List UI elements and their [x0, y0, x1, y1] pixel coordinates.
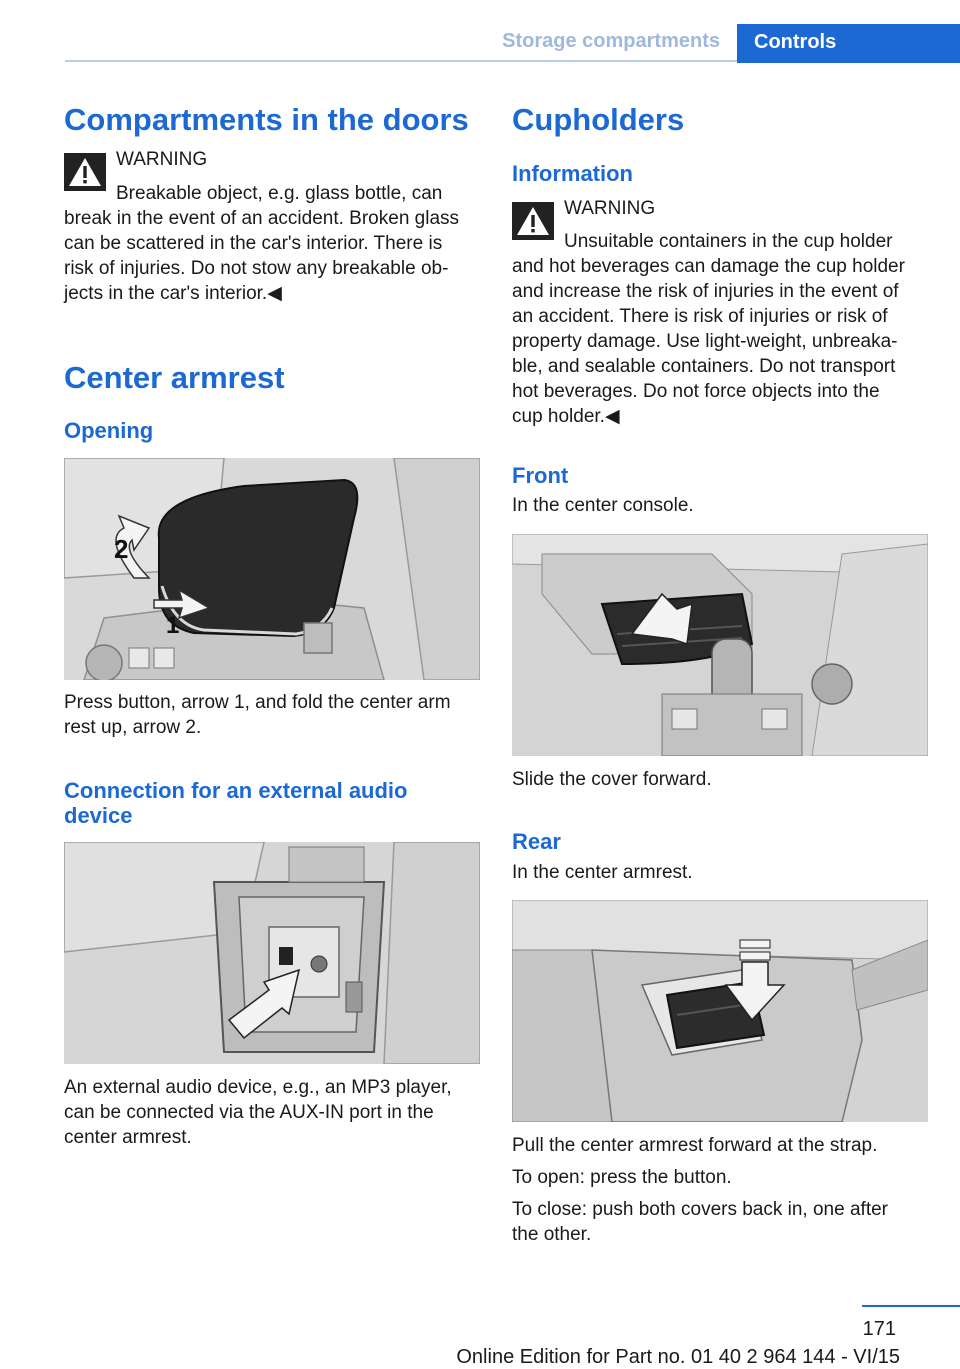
front-cupholder-figure [512, 534, 928, 756]
doors-warning-label: WARNING [116, 149, 208, 170]
rear-caption-3-line: the other. [512, 1224, 592, 1245]
opening-title: Opening [64, 418, 154, 443]
opening-caption-line: Press button, arrow 1, and fold the center arm [64, 692, 451, 713]
doors-warning-line: can be scattered in the car's interior. There is [64, 233, 443, 254]
arrow-2-label: 2 [114, 534, 129, 564]
audio-caption-line: can be connected via the AUX-IN port in the [64, 1102, 434, 1123]
doors-warning-line: Breakable object, e.g. glass bottle, can [116, 183, 443, 204]
cupholders-title: Cupholders [512, 102, 685, 137]
front-location: In the center console. [512, 495, 694, 516]
rear-title: Rear [512, 829, 561, 854]
warning-triangle-icon [512, 202, 554, 240]
rear-cupholder-illustration [512, 900, 928, 1122]
audio-title-line: Connection for an external audio [64, 778, 408, 803]
cup-warning-line: an accident. There is risk of injuries or risk of [512, 306, 888, 327]
warning-triangle-icon [64, 153, 106, 191]
cup-warning-label: WARNING [564, 198, 656, 219]
aux-in-figure [64, 842, 480, 1064]
cup-warning-line: and hot beverages can damage the cup holder [512, 256, 905, 277]
doors-warning-line: jects in the car's interior.◀ [64, 283, 282, 304]
footer-rule [862, 1305, 960, 1307]
header-tab-controls[interactable] [737, 24, 960, 63]
cup-warning-line: ble, and sealable containers. Do not transport [512, 356, 896, 377]
rear-caption-1: Pull the center armrest forward at the strap. [512, 1135, 878, 1156]
armrest-opening-illustration [64, 458, 480, 680]
cup-warning-line: and increase the risk of injuries in the event of [512, 281, 899, 302]
front-title: Front [512, 463, 569, 488]
edition-footer: Online Edition for Part no. 01 40 2 964 144 - VI/15 [456, 1346, 900, 1368]
header-section-title[interactable]: Storage compartments [502, 30, 720, 52]
audio-caption-line: center armrest. [64, 1127, 192, 1148]
header-rule [65, 60, 737, 62]
doors-title: Compartments in the doors [64, 102, 469, 137]
cup-warning-line: hot beverages. Do not force objects into the [512, 381, 880, 402]
doors-warning-line: break in the event of an accident. Broken glass [64, 208, 460, 229]
armrest-opening-figure [64, 458, 480, 680]
arrow-1-label: 1 [166, 612, 180, 639]
rear-caption-2: To open: press the button. [512, 1167, 732, 1188]
opening-caption-line: rest up, arrow 2. [64, 717, 202, 738]
cup-warning-line: cup holder.◀ [512, 406, 620, 427]
information-title: Information [512, 161, 633, 186]
header-tab-label: Controls [754, 31, 837, 53]
page-number: 171 [862, 1318, 896, 1340]
armrest-title: Center armrest [64, 360, 285, 395]
cup-warning-line: property damage. Use light-weight, unbreaka‐ [512, 331, 898, 352]
rear-location: In the center armrest. [512, 862, 693, 883]
rear-caption-3-line: To close: push both covers back in, one after [512, 1199, 888, 1220]
front-caption: Slide the cover forward. [512, 769, 712, 790]
doors-warning-line: risk of injuries. Do not stow any breakable ob‐ [64, 258, 449, 279]
aux-in-illustration [64, 842, 480, 1064]
cup-warning-line: Unsuitable containers in the cup holder [564, 231, 893, 252]
audio-title-line: device [64, 803, 133, 828]
front-cupholder-illustration [512, 534, 928, 756]
rear-cupholder-figure [512, 900, 928, 1122]
audio-caption-line: An external audio device, e.g., an MP3 player, [64, 1077, 452, 1098]
